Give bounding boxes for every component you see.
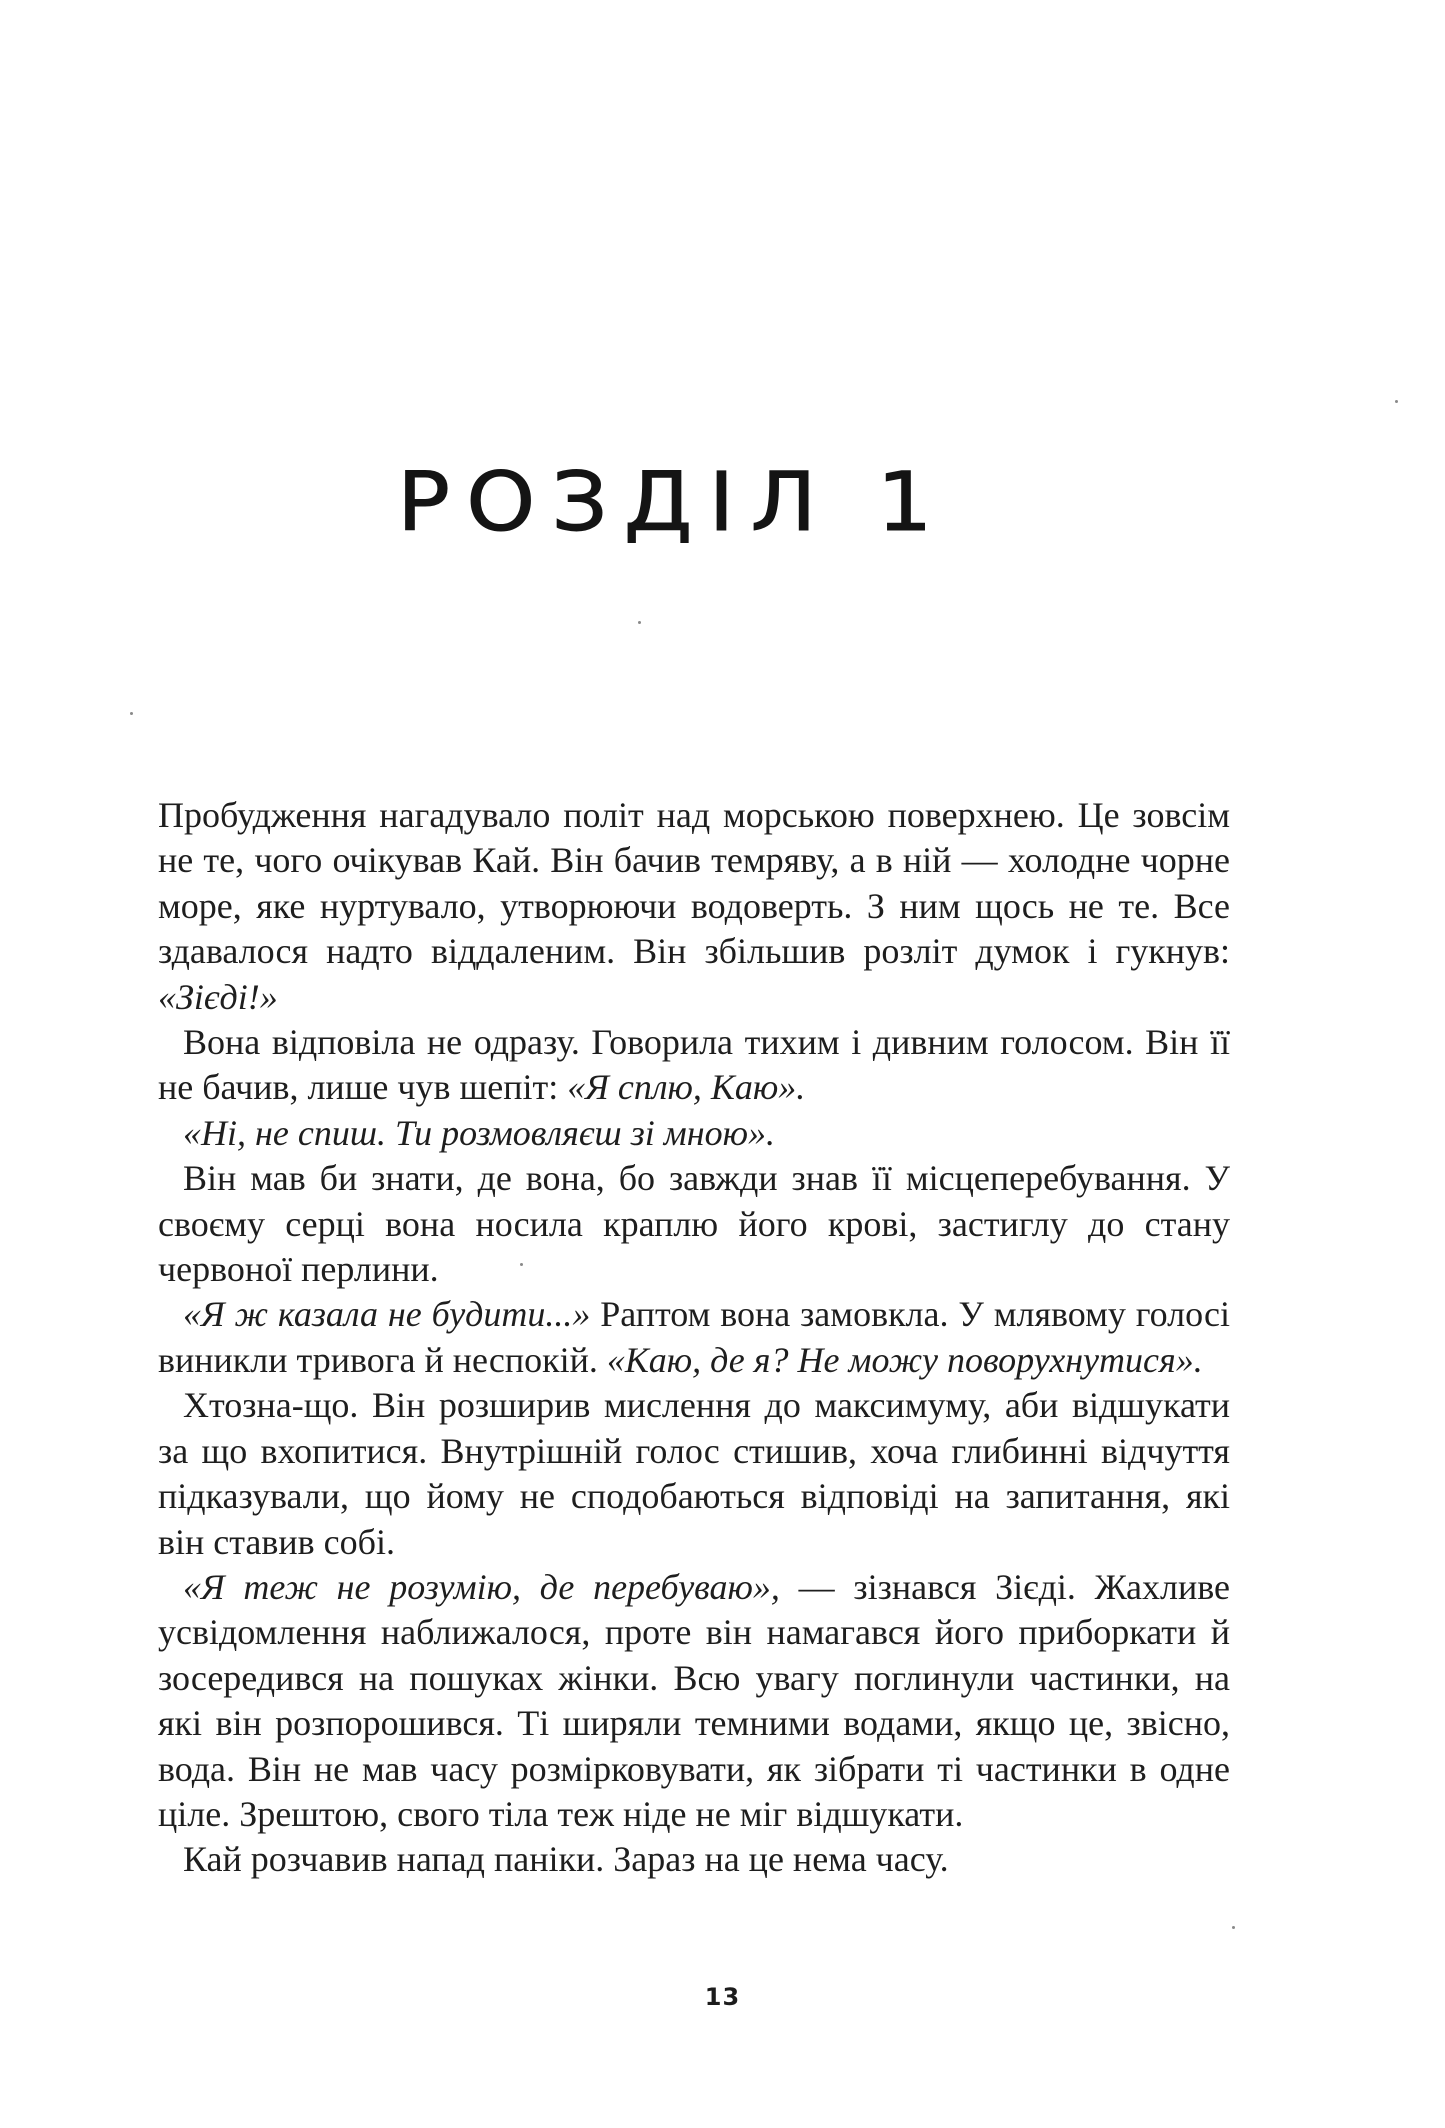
scan-speck xyxy=(638,621,641,624)
text-segment: Пробудження нагадувало політ над морською поверхнею. Це зовсім не те, чого очікував Кай. Він бачив темряву, а в ній — холодне чорне море, яке нуртувало, утворюючи водоверть. З ним щось не те. Все здавалося надто віддаленим. Він збільшив розліт думок і гукнув: xyxy=(158,795,1230,972)
text-segment: Вона відповіла не одразу. Говорила тихим і дивним голосом. Він її не бачив, лише чув шепіт: xyxy=(158,1022,1230,1108)
text-segment: Хтозна-що. Він розширив мислення до максимуму, аби відшукати за що вхопитися. Внутрішній голос стишив, хоча глибинні відчуття підказували, що йому не сподобаються відповіді на запитання, які він ставив собі. xyxy=(158,1385,1230,1562)
page-number: 13 xyxy=(704,1983,741,2011)
paragraph xyxy=(158,793,1230,1020)
text-segment: Кай розчавив напад паніки. Зараз на це нема часу. xyxy=(183,1839,949,1880)
paragraph xyxy=(158,1565,1230,1837)
paragraph xyxy=(158,1292,1230,1383)
scan-speck xyxy=(130,712,133,715)
chapter-body-text xyxy=(158,793,1230,1883)
italic-speech-segment: «Зієді!» xyxy=(158,976,278,1017)
text-segment: Раптом вона замовкла. У млявому голосі виникли тривога й неспокій. xyxy=(158,1294,1230,1380)
scan-speck xyxy=(1232,1926,1235,1929)
italic-speech-segment: «Каю, де я? Не можу поворухнутися». xyxy=(606,1339,1203,1380)
text-segment: Він мав би знати, де вона, бо завжди знав її місцеперебування. У своєму серці вона носила краплю його крові, застиглу до стану червоної перлини. xyxy=(158,1158,1230,1290)
italic-speech-segment: «Я теж не розумію, де перебуваю», xyxy=(183,1566,780,1607)
paragraph xyxy=(158,1383,1230,1565)
paragraph xyxy=(158,1111,1230,1156)
chapter-title: РОЗДІЛ 1 xyxy=(397,454,949,550)
italic-speech-segment: «Ні, не спиш. Ти розмовляєш зі мною». xyxy=(183,1112,775,1153)
text-segment: — зізнався Зієді. Жахливе усвідомлення наближалося, проте він намагався його приборкати й зосередився на пошуках жінки. Всю увагу поглинули частинки, на які він розпорошився. Ті ширяли темними водами, якщо це, звісно, вода. Він не мав часу розмірковувати, як зібрати ті частинки в одне ціле. Зрештою, свого тіла теж ніде не міг відшукати. xyxy=(158,1566,1230,1834)
italic-speech-segment: «Я сплю, Каю». xyxy=(567,1067,806,1108)
italic-speech-segment: «Я ж казала не будити...» xyxy=(183,1294,591,1335)
paragraph xyxy=(158,1020,1230,1111)
paragraph xyxy=(158,1837,1230,1882)
scan-speck xyxy=(520,1263,523,1266)
paragraph xyxy=(158,1156,1230,1292)
scan-speck xyxy=(1395,400,1398,403)
